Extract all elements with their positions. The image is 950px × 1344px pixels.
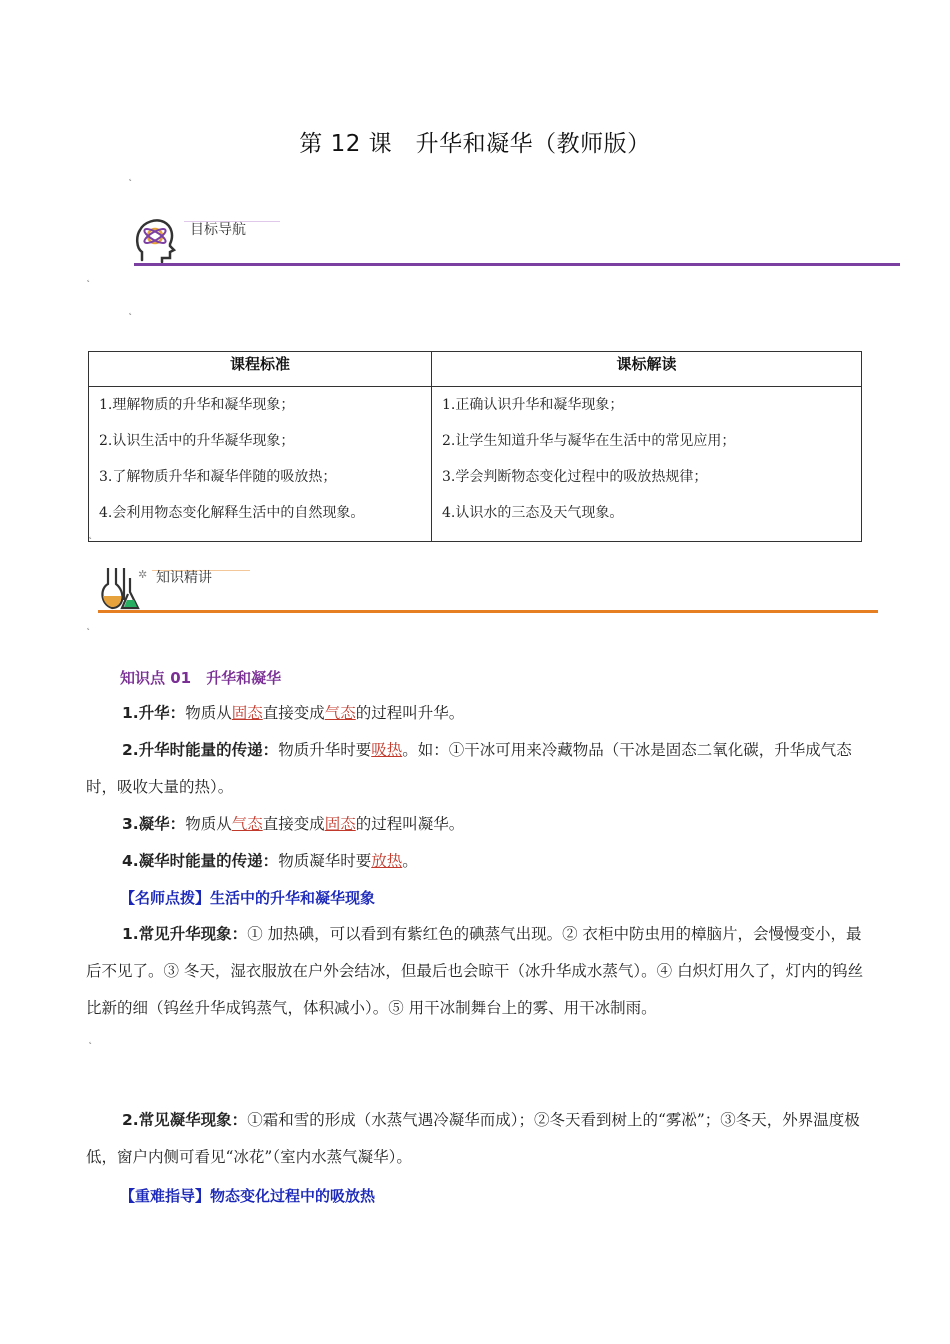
interpretation-item: 2.让学生知道升华与凝华在生活中的常见应用； (442, 433, 736, 449)
table-header: 课程标准 (89, 352, 432, 387)
standard-item: 4.会利用物态变化解释生活中的自然现象。 (99, 505, 365, 521)
teacher-tip-heading (120, 887, 375, 908)
answer-underline: 气态 (324, 704, 356, 722)
table-row (89, 387, 862, 542)
section-knowledge-header (98, 562, 878, 616)
text: 的过程叫凝华。 (355, 815, 465, 833)
knowledge-point-heading (120, 667, 281, 688)
standard-item: 1.理解物质的升华和凝华现象； (99, 397, 295, 413)
sparkle-icon: ✲ (138, 568, 148, 581)
table-header: 课标解读 (432, 352, 862, 387)
term-label: 1.升华： (122, 704, 186, 722)
text: 直接变成 (262, 815, 325, 833)
text: 。 (402, 852, 418, 870)
standard-item: 3.了解物质升华和凝华伴随的吸放热； (99, 469, 337, 485)
para-mark: ˛ (86, 621, 91, 631)
term-label: 2.常见凝华现象： (122, 1111, 248, 1129)
answer-underline: 吸热 (371, 741, 403, 759)
key-guidance-label: 【重难指导】物态变化过程中的吸放热 (120, 1187, 376, 1205)
section-goal-rule (134, 263, 900, 266)
para-mark: ˛ (86, 273, 91, 283)
text: 的过程叫升华。 (355, 704, 465, 722)
teacher-tip-label: 【名师点拨】生活中的升华和凝华现象 (120, 889, 376, 907)
term-label: 4.凝华时能量的传递： (122, 852, 279, 870)
paragraph-deposition (86, 806, 864, 843)
key-guidance-heading (120, 1185, 375, 1206)
interpretation-item: 3.学会判断物态变化过程中的吸放热规律； (442, 469, 708, 485)
standard-item: 2.认识生活中的升华凝华现象； (99, 433, 295, 449)
term-label: 2.升华时能量的传递： (122, 741, 279, 759)
text: 。如：①干冰可用来冷藏物品（干冰是固态二氧化碳，升华成气态时，吸收大量的热）。 (86, 741, 852, 796)
para-mark: ˛ (88, 530, 93, 540)
table-header-row (89, 352, 862, 387)
page-title: 第 12 课 升华和凝华（教师版） (299, 131, 651, 157)
interpretation-item: 4.认识水的三态及天气现象。 (442, 505, 624, 521)
term-label: 3.凝华： (122, 815, 186, 833)
answer-underline: 固态 (324, 815, 356, 833)
standards-cell (89, 387, 432, 542)
para-mark: ˛ (128, 306, 133, 316)
brain-head-icon (134, 216, 176, 268)
interpretation-cell (432, 387, 862, 542)
section-goal-label: 目标导航 (190, 222, 246, 238)
section-knowledge-label: 知识精讲 (156, 570, 212, 586)
answer-underline: 放热 (371, 852, 403, 870)
para-mark: ˛ (88, 1035, 93, 1045)
standards-table (88, 351, 862, 542)
answer-underline: 气态 (231, 815, 263, 833)
text: ① 加热碘，可以看到有紫红色的碘蒸气出现。② 衣柜中防虫用的樟脑片，会慢慢变小，最后不见了。③ 冬天，湿衣服放在户外会结冰，但最后也会晾干（冰升华成水蒸气）。④ 白炽灯用久了，灯内的钨丝比新的细（钨丝升华成钨蒸气，体积减小）。⑤ 用干冰制舞台上的雾、用干冰制雨。 (86, 925, 864, 1017)
paragraph-sublimation-energy (86, 732, 864, 806)
term-label: 1.常见升华现象： (122, 925, 248, 943)
paragraph-sublimation (86, 695, 864, 732)
text: 物质凝华时要 (278, 852, 372, 870)
text: 物质升华时要 (278, 741, 372, 759)
interpretation-item: 1.正确认识升华和凝华现象； (442, 397, 624, 413)
paragraph-common-sublimation (86, 916, 864, 1027)
knowledge-point-label: 知识点 01 升华和凝华 (120, 669, 282, 687)
paragraph-deposition-energy (86, 843, 864, 880)
answer-underline: 固态 (231, 704, 263, 722)
paragraph-common-deposition (86, 1102, 864, 1176)
para-mark: ˛ (128, 172, 133, 182)
text: 物质从 (185, 704, 232, 722)
section-goal-header (134, 212, 900, 268)
section-knowledge-rule (98, 610, 878, 613)
text: 物质从 (185, 815, 232, 833)
text: ①霜和雪的形成（水蒸气遇冷凝华而成）；②冬天看到树上的“雾凇”；③冬天，外界温度极低，窗户内侧可看见“冰花”（室内水蒸气凝华）。 (86, 1111, 860, 1166)
text: 直接变成 (262, 704, 325, 722)
